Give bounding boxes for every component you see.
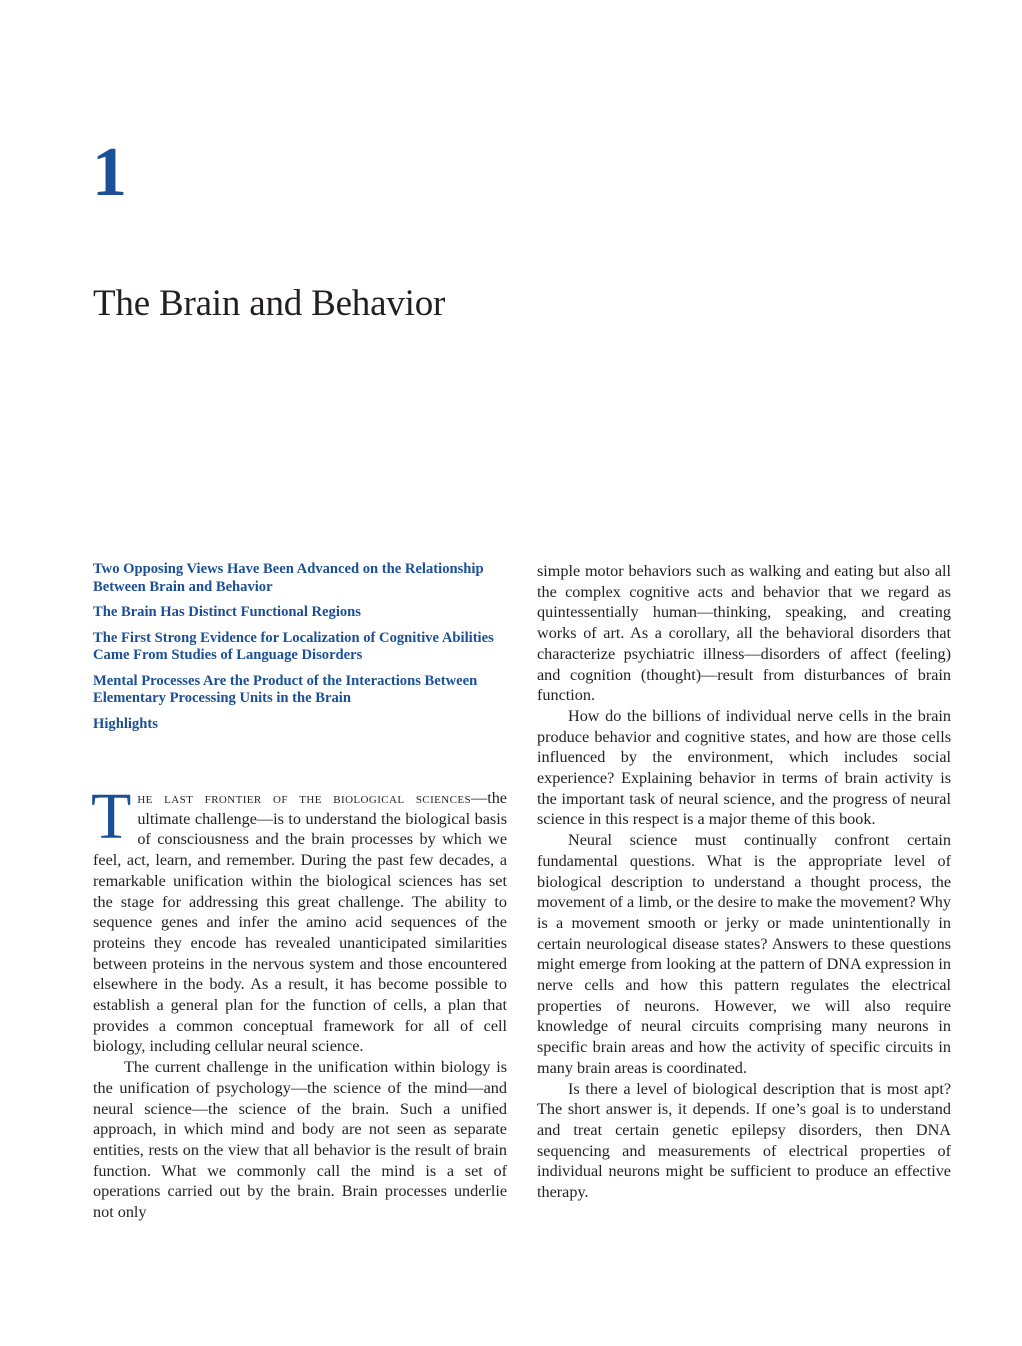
outline-item: Highlights xyxy=(93,715,158,732)
lead-in-smallcaps: he last frontier of the biological sciences xyxy=(137,789,472,807)
chapter-outline xyxy=(93,561,511,741)
opening-paragraph xyxy=(91,780,507,1057)
outline-item: The First Strong Evidence for Localization of Cognitive Abilities Came From Studies of Language Disorders xyxy=(93,629,494,663)
outline-item: The Brain Has Distinct Functional Regions xyxy=(93,604,361,620)
body-paragraph-continued: simple motor behaviors such as walking and eating but also all the complex cognitive acts and behavior that we regard as quintessentially human—thinking, speaking, and creating works of art. As a corollary, all the behavioral disorders that characterize psychiatric illness—disorders of affect (feeling) and cognition (thought)—result from disturbances of brain function. xyxy=(537,562,951,705)
outline-item: Mental Processes Are the Product of the Interactions Between Elementary Processing Units in the Brain xyxy=(93,672,478,706)
chapter-title: The Brain and Behavior xyxy=(93,283,446,324)
drop-cap: T xyxy=(91,780,132,853)
opening-paragraph-text: —the ultimate challenge—is to understand the biological basis of consciousness and the brain processes by which we feel, act, learn, and remember. During the past few decades, a remarkable unification within the biological sciences has set the stage for addressing this great challenge. The ability to sequence genes and infer the amino acid sequences of the proteins they encode has revealed unanticipated similarities between proteins in the nervous system and those encountered elsewhere in the body. As a result, it has become possible to establish a general plan for the function of cells, a plan that provides a common conceptual framework for all of cell biology, including cellular neural science. xyxy=(93,789,507,1056)
body-paragraph: Is there a level of biological description that is most apt? The short answer is, it depends. If one’s goal is to understand and treat certain genetic epilepsy disorders, then DNA sequencing and measurements of electrical properties of individual neurons might be sufficient to produce an effective therapy. xyxy=(537,1079,951,1202)
body-paragraph: The current challenge in the unification within biology is the unification of psychology—the science of the mind—and neural science—the science of the brain. Such a unified approach, in which mind and body are not seen as separate entities, rests on the view that all behavior is the result of brain function. What we commonly call the mind is a set of operations carried out by the brain. Brain processes underlie not only xyxy=(93,1058,507,1222)
body-paragraph: How do the billions of individual nerve cells in the brain produce behavior and cognitive states, and how are those cells influenced by the environment, which includes social experience? Explaining behavior in terms of brain activity is the important task of neural science, and the progress of neural science in this respect is a major theme of this book. xyxy=(537,706,951,829)
right-column xyxy=(537,561,951,1203)
chapter-number: 1 xyxy=(92,134,127,211)
outline-item: Two Opposing Views Have Been Advanced on the Relationship Between Brain and Behavior xyxy=(93,561,484,595)
left-column xyxy=(91,780,507,1223)
body-paragraph: Neural science must continually confront certain fundamental questions. What is the appropriate level of biological description to understand a thought process, the movement of a limb, or the desire to make the movement? Why is a movement smooth or jerky or made unintentionally in certain neurological disease states? Answers to these questions might emerge from looking at the pattern of DNA expression in nerve cells and how this pattern regulates the electrical properties of neurons. However, we will also require knowledge of neural circuits comprising many neurons in specific brain areas and how the activity of specific circuits in many brain areas is coordinated. xyxy=(537,831,951,1077)
